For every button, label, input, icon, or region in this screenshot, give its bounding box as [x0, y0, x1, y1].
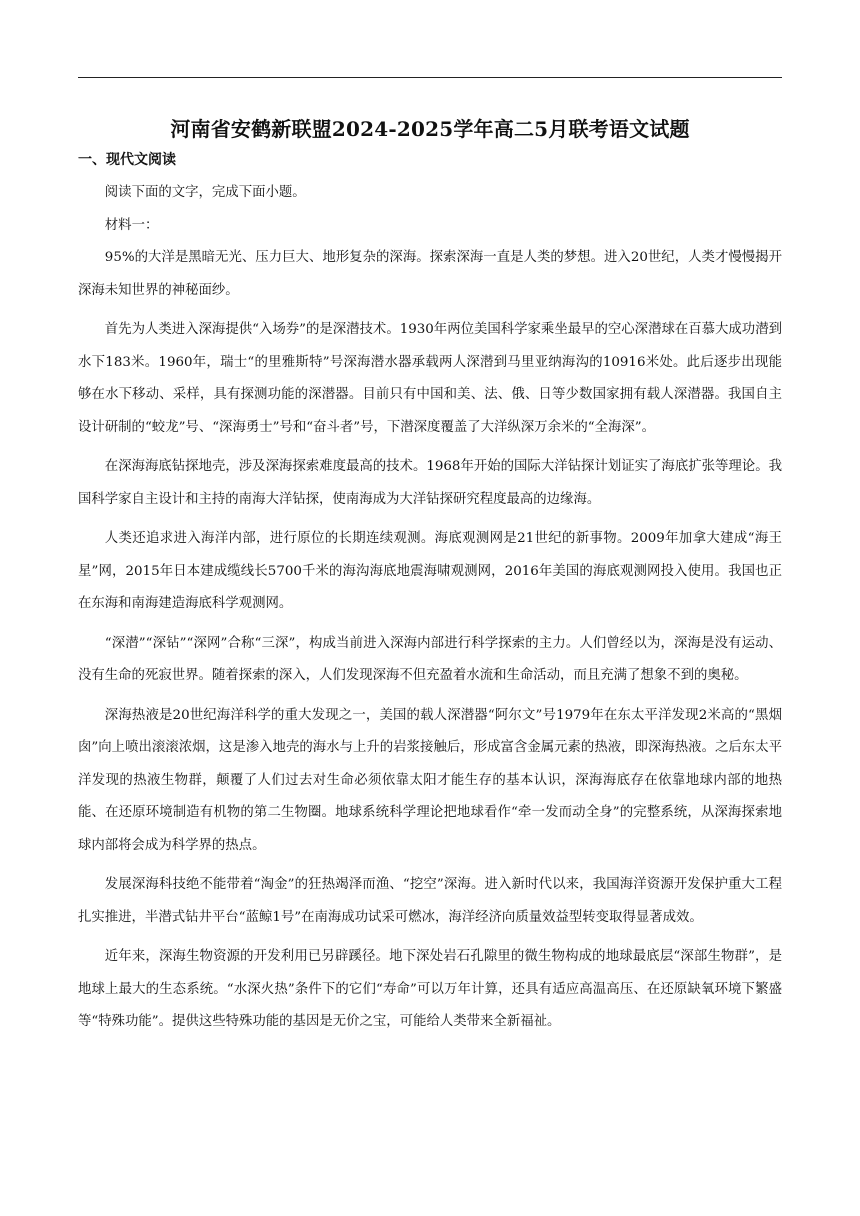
section-heading: 一、现代文阅读: [78, 152, 176, 168]
material-label: 材料一：: [104, 217, 159, 233]
paragraph: “深潜”“深钻”“深网”合称“三深”，构成当前进入深海内部进行科学探索的主力。人们曾经以为，深海是没有运动、没有生命的死寂世界。随着探索的深入，人们发现深海不但充盈着水流和生命活动，而且充满了想象不到的奥秘。: [78, 635, 782, 683]
document-title: 河南省安鹤新联盟2024-2025学年高二5月联考语文试题: [170, 117, 690, 141]
paragraph: 发展深海科技绝不能带着“淘金”的狂热竭泽而渔、“挖空”深海。进入新时代以来，我国海洋资源开发保护重大工程扎实推进，半潜式钻井平台“蓝鲸1号”在南海成功试采可燃冰，海洋经济向质量效益型转变取得显著成效。: [78, 877, 782, 925]
paragraph: 近年来，深海生物资源的开发利用已另辟蹊径。地下深处岩石孔隙里的微生物构成的地球最底层“深部生物群”，是地球上最大的生态系统。“水深火热”条件下的它们“寿命”可以万年计算，还具有适应高温高压、在还原缺氧环境下繁盛等“特殊功能”。提供这些特殊功能的基因是无价之宝，可能给人类带来全新福祉。: [78, 949, 782, 1029]
paragraph: 人类还追求进入海洋内部，进行原位的长期连续观测。海底观测网是21世纪的新事物。2009年加拿大建成“海王星”网，2015年日本建成缆线长5700千米的海沟海底地震海啸观测网，2016年美国的海底观测网投入使用。我国也正在东海和南海建造海底科学观测网。: [78, 531, 782, 611]
body-text: [78, 177, 782, 1039]
paragraph: 深海热液是20世纪海洋科学的重大发现之一，美国的载人深潜器“阿尔文”号1979年在东太平洋发现2米高的“黑烟囱”向上喷出滚滚浓烟，这是渗入地壳的海水与上升的岩浆接触后，形成富含金属元素的热液，即深海热液。之后东太平洋发现的热液生物群，颠覆了人们过去对生命必须依靠太阳才能生存的基本认识，深海海底存在依靠地球内部的地热能、在还原环境制造有机物的第二生物圈。地球系统科学理论把地球看作“牵一发而动全身”的完整系统，从深海探索地球内部将会成为科学界的热点。: [78, 707, 782, 853]
paragraph: 在深海海底钻探地壳，涉及深海探索难度最高的技术。1968年开始的国际大洋钻探计划证实了海底扩张等理论。我国科学家自主设计和主持的南海大洋钻探，使南海成为大洋钻探研究程度最高的边缘海。: [78, 459, 782, 507]
instruction-text: 阅读下面的文字，完成下面小题。: [104, 185, 306, 200]
paragraph: 95%的大洋是黑暗无光、压力巨大、地形复杂的深海。探索深海一直是人类的梦想。进入20世纪，人类才慢慢揭开深海未知世界的神秘面纱。: [78, 250, 782, 298]
paragraph: 首先为人类进入深海提供“入场券”的是深潜技术。1930年两位美国科学家乘坐最早的空心深潜球在百慕大成功潜到水下183米。1960年，瑞士“的里雅斯特”号深海潜水器承载两人深潜到马里亚纳海沟的10916米处。此后逐步出现能够在水下移动、采样，具有探测功能的深潜器。目前只有中国和美、法、俄、日等少数国家拥有载人深潜器。我国自主设计研制的“蛟龙”号、“深海勇士”号和“奋斗者”号，下潜深度覆盖了大洋纵深万余米的“全海深”。: [78, 322, 782, 435]
header-rule: [78, 77, 782, 78]
